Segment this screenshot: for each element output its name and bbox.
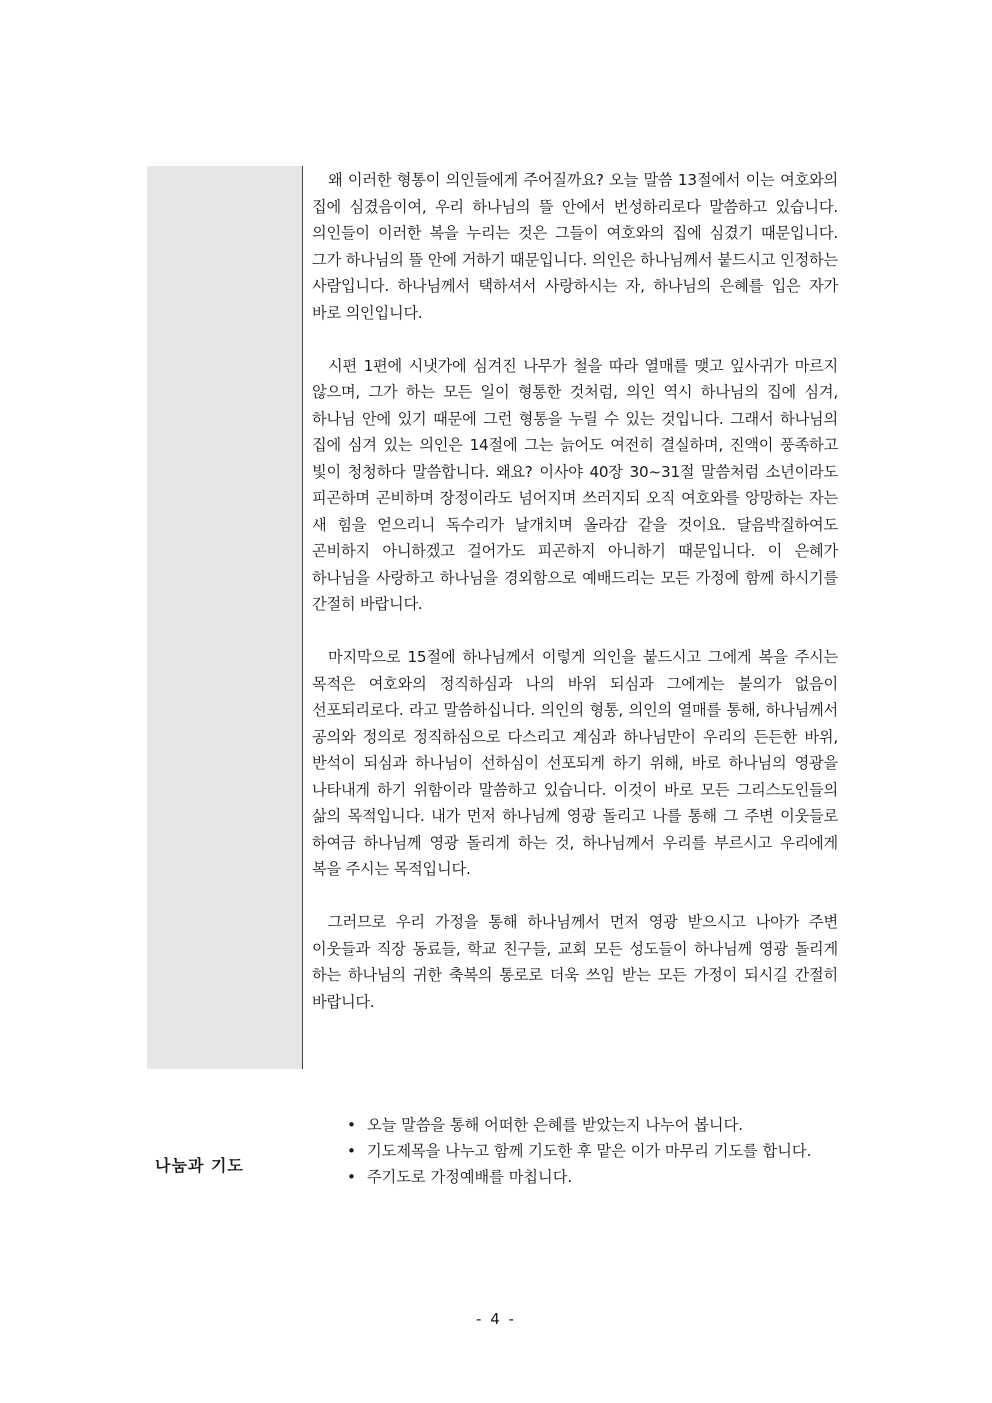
bullet-icon: • [347, 1168, 356, 1186]
sharing-item [345, 1112, 835, 1138]
bullet-icon: • [347, 1116, 356, 1134]
sharing-item [345, 1138, 835, 1164]
sermon-body [312, 167, 838, 1015]
page-number: - 4 - [476, 1310, 516, 1328]
sharing-item-text: 기도제목을 나누고 함께 기도한 후 맡은 이가 마무리 기도를 합니다. [367, 1142, 812, 1160]
sharing-list [345, 1112, 835, 1190]
sermon-paragraph-4: 그러므로 우리 가정을 통해 하나님께서 먼저 영광 받으시고 나아가 주변 이웃들과 직장 동료들, 학교 친구들, 교회 모든 성도들이 하나님께 영광 돌리게 하는 하나님의 귀한 축복의 통로로 더욱 쓰임 받는 모든 가정이 되시길 간절히 바랍니다. [312, 913, 838, 1011]
section-label-column [147, 166, 302, 1069]
sharing-item-text: 주기도로 가정예배를 마칩니다. [367, 1168, 573, 1186]
column-divider [302, 166, 303, 1069]
sharing-item [345, 1164, 835, 1190]
sermon-paragraph-1: 왜 이러한 형통이 의인들에게 주어질까요? 오늘 말씀 13절에서 이는 여호와의 집에 심겼음이여, 우리 하나님의 뜰 안에서 번성하리로다 말씀하고 있습니다. 의인들이 이러한 복을 누리는 것은 그들이 여호와의 집에 심겼기 때문입니다. 그가 하나님의 뜰 안에 거하기 때문입니다. 의인은 하나님께서 붙드시고 인정하는 사람입니다. 하나님께서 택하셔서 사랑하시는 자, 하나님의 은혜를 입은 자가 바로 의인입니다. [312, 171, 838, 322]
sermon-paragraph-2: 시편 1편에 시냇가에 심겨진 나무가 철을 따라 열매를 맺고 잎사귀가 마르지 않으며, 그가 하는 모든 일이 형통한 것처럼, 의인 역시 하나님의 집에 심겨, 하나님 안에 있기 때문에 그런 형통을 누릴 수 있는 것입니다. 그래서 하나님의 집에 심겨 있는 의인은 14절에 그는 늙어도 여전히 결실하며, 진액이 풍족하고 빛이 청청하다 말씀합니다. 왜요? 이사야 40장 30~31절 말씀처럼 소년이라도 피곤하며 곤비하며 장정이라도 넘어지며 쓰러지되 오직 여호와를 앙망하는 자는 새 힘을 얻으리니 독수리가 날개치며 올라감 같을 것이요. 달음박질하여도 곤비하지 아니하겠고 걸어가도 피곤하지 아니하기 때문입니다. 이 은혜가 하나님을 사랑하고 하나님을 경외함으로 예배드리는 모든 가정에 함께 하시기를 간절히 바랍니다. [312, 356, 838, 613]
bullet-icon: • [347, 1142, 356, 1160]
sharing-item-text: 오늘 말씀을 통해 어떠한 은혜를 받았는지 나누어 봅니다. [367, 1116, 744, 1134]
sermon-paragraph-3: 마지막으로 15절에 하나님께서 이렇게 의인을 붙드시고 그에게 복을 주시는 목적은 여호와의 정직하심과 나의 바위 되심과 그에게는 불의가 없음이 선포되리로다. 라고 말씀하십니다. 의인의 형통, 의인의 열매를 통해, 하나님께서 공의와 정의로 정직하심으로 다스리고 계심과 하나님만이 우리의 든든한 바위, 반석이 되심과 하나님이 선하심이 선포되게 하기 위해, 바로 하나님의 영광을 나타내게 하기 위함이라 말씀하고 있습니다. 이것이 바로 모든 그리스도인들의 삶의 목적입니다. 내가 먼저 하나님께 영광 돌리고 나를 통해 그 주변 이웃들로 하여금 하나님께 영광 돌리게 하는 것, 하나님께서 우리를 부르시고 우리에게 복을 주시는 목적입니다. [312, 648, 838, 878]
sharing-heading: 나눔과 기도 [155, 1156, 244, 1175]
